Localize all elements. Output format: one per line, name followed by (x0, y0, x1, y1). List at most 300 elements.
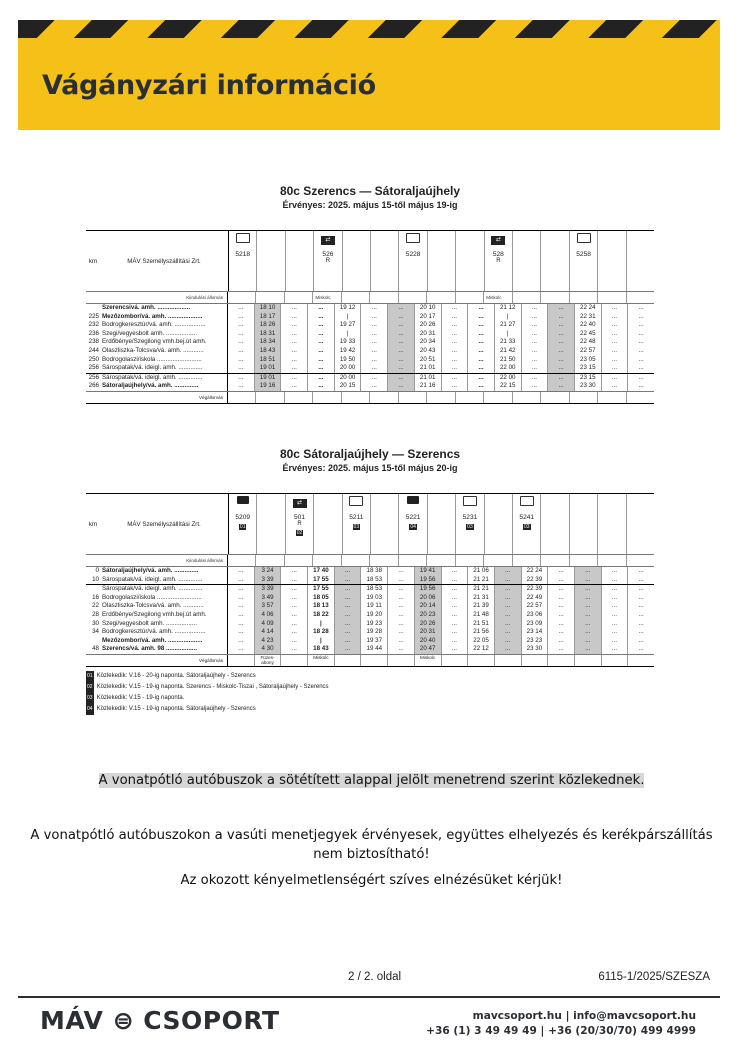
time-cell: ... (602, 637, 629, 646)
time-cell: ... (638, 619, 644, 627)
highlight-note: A vonatpótló autóbuszok a sötétített alappal jelölt menetrend szerint közlekednek. (98, 773, 645, 788)
time-cell: ... (468, 321, 495, 330)
train-icon-cell (541, 496, 568, 510)
time-cell: 21 33 (495, 338, 522, 347)
time-cell: ... (361, 347, 388, 356)
time-cell: 20 47 (415, 645, 442, 654)
time-cell: 23 14 (522, 628, 549, 637)
station-km: 10 (92, 575, 99, 583)
time-cell: ... (442, 611, 469, 620)
time-cell: ... (388, 374, 415, 383)
time-cell: 19 01 (255, 364, 282, 373)
station-row (86, 330, 654, 339)
terminal-cell (335, 655, 362, 666)
origin-cell (399, 555, 427, 566)
train-icon-cell (428, 233, 455, 247)
time-cell: 20 26 (415, 321, 442, 330)
time-cell: 17 55 (308, 576, 335, 585)
time-cell: | (308, 637, 335, 646)
time-cell: 19 20 (361, 611, 388, 620)
origin-cell (427, 555, 455, 566)
time-cell: ... (228, 304, 255, 313)
footer-contact (426, 1009, 696, 1039)
footnote-ref: 03 (353, 524, 360, 530)
bus-icon (520, 496, 534, 506)
time-cell: 23 30 (522, 645, 549, 654)
time-cell: ... (228, 356, 255, 365)
terminal-cell (342, 392, 370, 403)
time-cell: ... (361, 356, 388, 365)
station-name: Mezőzombor/vá. amh. .................... (100, 637, 228, 646)
train-columns (229, 231, 654, 291)
time-cell: ... (335, 611, 362, 620)
time-cell: 20 26 (415, 620, 442, 629)
time-cell: ... (388, 594, 415, 603)
apology-line: Az okozott kényelmetlenségért szíves elnézésüket kérjük! (180, 873, 563, 888)
terminal-row (86, 391, 654, 403)
time-cell: 18 28 (308, 628, 335, 637)
time-cell: ... (281, 585, 308, 594)
time-cell: 4 14 (255, 628, 282, 637)
reservation-mark: R (297, 521, 302, 527)
mav-csoport-logo: MÁV ⊜ CSOPORT (40, 1006, 280, 1035)
time-cell: ... (228, 567, 255, 576)
time-cell: ... (495, 611, 522, 620)
station-row (86, 313, 654, 322)
time-cell: 20 10 (415, 304, 442, 313)
time-cell: ... (281, 628, 308, 637)
time-cell: 3 24 (255, 567, 282, 576)
train-column (371, 231, 399, 291)
station-name: Bodrogkeresztúr/vá. amh. .................. (100, 321, 228, 330)
train-icon-cell (570, 233, 597, 247)
train-column (598, 494, 626, 554)
station-row (86, 611, 654, 620)
time-cell: ... (602, 645, 629, 654)
time-cell: 22 24 (522, 567, 549, 576)
time-cell: ... (361, 382, 388, 391)
time-cell: ... (388, 382, 415, 391)
time-cell: ... (442, 356, 469, 365)
time-cell: ... (308, 330, 335, 339)
time-cell: ... (522, 321, 549, 330)
time-cell: ... (495, 628, 522, 637)
time-cell: ... (548, 576, 575, 585)
origin-cell (627, 555, 654, 566)
terminal-cell (456, 392, 484, 403)
time-cell: 18 10 (255, 304, 282, 313)
time-cell: ... (638, 610, 644, 618)
time-cell: ... (602, 313, 629, 322)
train-icon: ⇄ (491, 236, 505, 245)
time-cell: 20 23 (415, 611, 442, 620)
train-icon-cell (229, 496, 256, 510)
time-cell: 23 30 (575, 382, 602, 391)
train-icon-cell (371, 496, 398, 510)
time-cell: | (335, 330, 362, 339)
time-cell: ... (602, 382, 629, 391)
station-row (86, 382, 654, 391)
time-cell: ... (522, 374, 549, 383)
time-cell: ... (548, 585, 575, 594)
train-icon-cell (598, 496, 625, 510)
time-cell: ... (228, 585, 255, 594)
terminal-cell (468, 655, 495, 666)
station-name: Bodrogkeresztúr/vá. amh. .................. (100, 628, 228, 637)
train-icon-cell (513, 233, 540, 247)
origin-cell (228, 555, 256, 566)
time-cell: 23 09 (522, 620, 549, 629)
time-cell: 3 39 (255, 585, 282, 594)
time-cell: ... (638, 312, 644, 320)
train-icon-cell (399, 496, 426, 510)
train-icon-cell (371, 233, 398, 247)
footnote-ref: 02 (296, 530, 303, 536)
train-column (627, 494, 654, 554)
time-cell: ... (361, 374, 388, 383)
time-cell: ... (575, 585, 602, 594)
train-column (343, 231, 371, 291)
time-cell: ... (468, 330, 495, 339)
time-cell: ... (335, 594, 362, 603)
time-cell: 18 38 (361, 567, 388, 576)
train-column (428, 494, 456, 554)
time-cell: ... (638, 628, 644, 636)
time-cell: 21 42 (495, 347, 522, 356)
time-cell: ... (468, 374, 495, 383)
time-cell: | (308, 620, 335, 629)
time-cell: 20 31 (415, 330, 442, 339)
time-cell: ... (575, 602, 602, 611)
time-cell: ... (308, 304, 335, 313)
station-km: 16 (92, 593, 99, 601)
station-name: Erdőbénye/Szegilong vmh.bej.út amh. (100, 611, 228, 620)
time-cell: ... (388, 356, 415, 365)
train-column (456, 494, 484, 554)
time-cell: 20 51 (415, 356, 442, 365)
header-stripe (18, 20, 720, 38)
time-cell: ... (522, 382, 549, 391)
footnote-id: 01 (86, 671, 94, 682)
origin-cell (513, 292, 541, 303)
time-cell: ... (388, 313, 415, 322)
terminal-cell (388, 655, 415, 666)
time-cell: 19 12 (335, 304, 362, 313)
station-row (86, 347, 654, 356)
time-cell: ... (522, 364, 549, 373)
terminal-cell (313, 392, 341, 403)
time-cell: ... (548, 567, 575, 576)
origin-cell (313, 555, 341, 566)
time-cell: 19 37 (361, 637, 388, 646)
time-cell: | (335, 313, 362, 322)
time-cell: 19 42 (335, 347, 362, 356)
time-cell: ... (228, 338, 255, 347)
time-cell: ... (281, 620, 308, 629)
origin-cell (370, 292, 398, 303)
train-number: 5209 (235, 514, 251, 521)
time-cell: ... (442, 313, 469, 322)
time-cell: 22 40 (575, 321, 602, 330)
time-cell: ... (228, 347, 255, 356)
station-row (86, 602, 654, 611)
timetable-1 (86, 184, 654, 404)
time-cell: ... (548, 330, 575, 339)
time-cell: ... (228, 330, 255, 339)
train-icon-cell (314, 233, 341, 247)
footnote-ref: 03 (523, 524, 530, 530)
origin-cell (570, 292, 598, 303)
station-name: Olaszliszka-Tolcsva/vá. amh. ............ (100, 602, 228, 611)
time-cell: ... (281, 382, 308, 391)
time-cell: 21 21 (468, 576, 495, 585)
time-cell: ... (228, 364, 255, 373)
train-number: 5221 (405, 514, 421, 521)
train-number: 501 (294, 514, 306, 521)
operator: MÁV Személyszállítási Zrt. (127, 257, 201, 265)
time-cell: ... (575, 637, 602, 646)
time-cell: 22 12 (468, 645, 495, 654)
bus-icon (406, 233, 420, 243)
time-cell: 18 53 (361, 585, 388, 594)
time-cell: 23 15 (575, 364, 602, 373)
time-cell: ... (308, 338, 335, 347)
station-km: 256 (88, 364, 99, 372)
time-cell: ... (281, 364, 308, 373)
station-km (86, 585, 100, 594)
train-column (229, 231, 257, 291)
bus-filled-icon (237, 496, 249, 504)
train-icon-cell (229, 233, 256, 247)
time-cell: ... (228, 637, 255, 646)
footnotes (86, 671, 654, 715)
time-cell: ... (548, 594, 575, 603)
station-row (86, 567, 654, 576)
origin-row (86, 292, 654, 304)
train-column (314, 494, 342, 554)
time-cell: ... (281, 347, 308, 356)
time-cell: ... (281, 594, 308, 603)
time-cell: 19 50 (335, 356, 362, 365)
station-km: 266 (88, 382, 99, 390)
train-icon-cell (286, 496, 313, 510)
time-cell: 23 05 (575, 356, 602, 365)
time-cell: ... (388, 576, 415, 585)
train-icon-cell (627, 496, 654, 510)
time-cell: ... (602, 356, 629, 365)
station-km: 22 (92, 602, 99, 610)
time-cell: ... (442, 374, 469, 383)
time-cell: ... (575, 620, 602, 629)
page-number: 2 / 2. oldal (348, 971, 402, 983)
terminal-cell (627, 392, 654, 403)
time-cell: 21 01 (415, 364, 442, 373)
time-cell: ... (602, 321, 629, 330)
time-cell: 4 06 (255, 611, 282, 620)
time-cell: ... (548, 611, 575, 620)
time-cell: ... (495, 637, 522, 646)
time-cell: 18 05 (308, 594, 335, 603)
time-cell: ... (281, 321, 308, 330)
time-cell: ... (495, 645, 522, 654)
train-column (627, 231, 654, 291)
time-cell: 20 40 (415, 637, 442, 646)
time-cell: ... (638, 585, 644, 593)
time-cell: ... (281, 645, 308, 654)
time-cell: 22 49 (522, 594, 549, 603)
train-number: 5218 (235, 251, 251, 258)
time-cell: ... (442, 585, 469, 594)
footer-divider (18, 996, 720, 998)
train-icon-cell (314, 496, 341, 510)
time-cell: ... (522, 313, 549, 322)
station-km: 48 (92, 645, 99, 653)
web-email[interactable]: mavcsoport.hu | info@mavcsoport.hu (472, 1010, 696, 1022)
time-cell: ... (335, 567, 362, 576)
time-cell: ... (308, 356, 335, 365)
time-cell: ... (548, 313, 575, 322)
origin-cell (598, 292, 626, 303)
train-icon-cell (399, 233, 426, 247)
station-km: 236 (88, 329, 99, 337)
time-cell: ... (602, 374, 629, 383)
time-cell: ... (522, 338, 549, 347)
station-row (86, 628, 654, 637)
footnote-ref: 03 (467, 524, 473, 530)
time-cell: ... (388, 620, 415, 629)
terminal-cell (361, 655, 388, 666)
time-cell: 20 06 (415, 594, 442, 603)
time-cell: ... (638, 304, 644, 311)
time-cell: ... (548, 364, 575, 373)
time-cell: ... (228, 611, 255, 620)
time-cell: 18 13 (308, 602, 335, 611)
train-columns (229, 494, 654, 554)
station-row (86, 373, 654, 383)
time-cell: ... (602, 304, 629, 313)
train-icon-cell (257, 233, 284, 247)
time-cell: 19 41 (415, 567, 442, 576)
time-cell: ... (308, 364, 335, 373)
time-cell: ... (548, 628, 575, 637)
station-row (86, 304, 654, 313)
train-icon-cell (286, 233, 313, 247)
time-cell: 22 00 (495, 364, 522, 373)
time-cell: 19 56 (415, 576, 442, 585)
timetable-title: 80c Szerencs — Sátoraljaújhely (279, 184, 461, 198)
station-row (86, 576, 654, 585)
train-column (371, 494, 399, 554)
train-column (257, 231, 285, 291)
time-cell: ... (442, 620, 469, 629)
time-cell: 18 26 (255, 321, 282, 330)
station-name: Szerencsivá. amh. ................... (100, 304, 228, 313)
time-cell: ... (281, 338, 308, 347)
train-column (399, 231, 427, 291)
time-cell: ... (388, 611, 415, 620)
time-cell: | (495, 313, 522, 322)
train-column (286, 231, 314, 291)
time-cell: ... (442, 347, 469, 356)
time-cell: ... (468, 364, 495, 373)
time-cell: ... (442, 321, 469, 330)
time-cell: 21 50 (495, 356, 522, 365)
time-cell: ... (388, 304, 415, 313)
time-cell: 4 30 (255, 645, 282, 654)
time-cell: ... (335, 620, 362, 629)
time-cell: ... (575, 611, 602, 620)
terminal-cell: Füzes-abony (255, 655, 282, 666)
origin-cell (570, 555, 598, 566)
origin-cell (285, 292, 313, 303)
page-title: Vágányzári információ (42, 70, 376, 101)
time-cell: ... (495, 594, 522, 603)
footnote-text: Közlekedik: V.15 - 19-ig naponta. Szerencs - Miskolc-Tiszai , Sátoraljaújhely - Szerencs (96, 683, 329, 690)
train-column (399, 494, 427, 554)
document-id: 6115-1/2025/SZESZA (598, 971, 710, 983)
terminal-cell (570, 392, 598, 403)
time-cell: ... (308, 321, 335, 330)
reservation-mark: R (496, 258, 501, 264)
station-km (86, 304, 100, 313)
time-cell: ... (638, 567, 644, 574)
time-cell: 4 23 (255, 637, 282, 646)
time-cell: ... (602, 611, 629, 620)
time-cell: 21 51 (468, 620, 495, 629)
time-cell: ... (281, 602, 308, 611)
time-cell: 18 31 (255, 330, 282, 339)
time-cell: ... (335, 637, 362, 646)
train-number: 5211 (349, 514, 364, 521)
header-left (86, 231, 229, 291)
time-cell: 19 44 (361, 645, 388, 654)
time-cell: ... (308, 347, 335, 356)
time-cell: ... (548, 382, 575, 391)
train-column (286, 494, 314, 554)
time-cell: ... (442, 645, 469, 654)
time-cell: 22 05 (468, 637, 495, 646)
terminal-cell (442, 655, 469, 666)
time-cell: ... (548, 637, 575, 646)
time-cell: ... (468, 304, 495, 313)
time-cell: ... (388, 585, 415, 594)
time-cell: 22 15 (495, 382, 522, 391)
time-cell: 23 15 (575, 374, 602, 383)
time-cell: ... (442, 628, 469, 637)
time-cell: ... (638, 593, 644, 601)
reservation-mark: R (325, 258, 331, 264)
station-km: 28 (92, 610, 99, 618)
time-cell: ... (281, 567, 308, 576)
station-row (86, 620, 654, 629)
time-cell: | (495, 330, 522, 339)
station-name: Erdőbénye/Szegilong vmh.bej.út amh. (100, 338, 228, 347)
time-cell: 22 48 (575, 338, 602, 347)
time-cell: 19 27 (335, 321, 362, 330)
station-row (86, 338, 654, 347)
time-cell: ... (388, 321, 415, 330)
time-cell: ... (638, 575, 644, 583)
time-cell: ... (602, 576, 629, 585)
origin-cell (370, 555, 398, 566)
train-icon-cell (513, 496, 540, 510)
time-cell: ... (228, 628, 255, 637)
footnote-id: 04 (86, 704, 94, 715)
terminal-row (86, 654, 654, 666)
time-cell: ... (548, 338, 575, 347)
time-cell: ... (638, 338, 644, 346)
time-cell: ... (308, 313, 335, 322)
